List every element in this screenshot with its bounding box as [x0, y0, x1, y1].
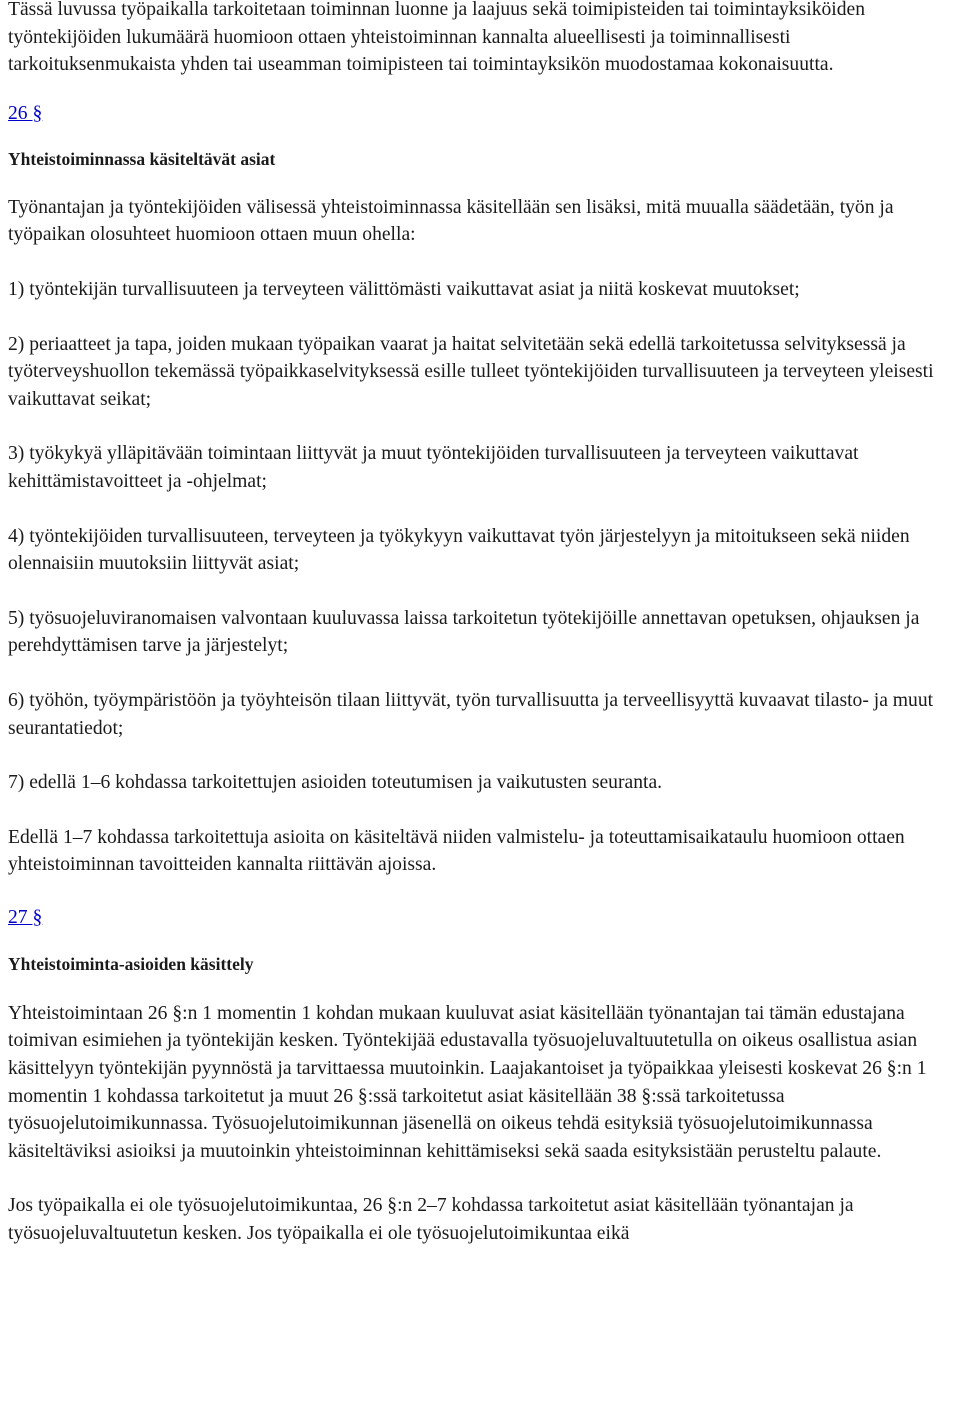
section-26-item-6: 6) työhön, työympäristöön ja työyhteisön tilaan liittyvät, työn turvallisuutta ja terveellisyyttä kuvaavat tilasto- ja muut seurantatiedot;	[8, 689, 934, 739]
section-26-item-2: 2) periaatteet ja tapa, joiden mukaan työpaikan vaarat ja haitat selvitetään sekä edellä tarkoitetussa selvityksessä ja työterveyshuollon tekemässä työpaikkaselvityksessä esille tulleet työntekijöiden turvallisuuteen ja terveyteen yleisesti vaikuttavat seikat;	[8, 333, 934, 410]
section-26-item-5: 5) työsuojeluviranomaisen valvontaan kuuluvassa laissa tarkoitetun työtekijöille annettavan opetuksen, ohjauksen ja perehdyttämisen tarve ja järjestelyt;	[8, 607, 920, 657]
section-26-closing-paragraph: Edellä 1–7 kohdassa tarkoitettuja asioita on käsiteltävä niiden valmistelu- ja toteuttamisaikataulu huomioon ottaen yhteistoiminnan tavoitteiden kannalta riittävän ajoissa.	[8, 826, 905, 876]
section-27-link[interactable]: 27 §	[8, 906, 43, 928]
section-26-heading: Yhteistoiminnassa käsiteltävät asiat	[8, 148, 276, 169]
section-26-item-1: 1) työntekijän turvallisuuteen ja terveyteen välittömästi vaikuttavat asiat ja niitä koskevat muutokset;	[8, 278, 800, 300]
intro-paragraph: Tässä luvussa työpaikalla tarkoitetaan toiminnan luonne ja laajuus sekä toimipisteiden tai toimintayksiköiden työntekijöiden lukumäärä huomioon ottaen yhteistoiminnan kannalta alueellisesti ja toiminnallisesti tarkoituksenmukaista yhden tai useamman toimipisteen tai toimintayksikön muodostamaa kokonaisuutta.	[8, 0, 866, 76]
section-26-lead-paragraph: Työnantajan ja työntekijöiden välisessä yhteistoiminnassa käsitellään sen lisäksi, mitä muualla säädetään, työn ja työpaikan olosuhteet huomioon ottaen muun ohella:	[8, 196, 894, 246]
section-26-item-4: 4) työntekijöiden turvallisuuteen, terveyteen ja työkykyyn vaikuttavat työn järjestelyyn ja mitoitukseen sekä niiden olennaisiin muutoksiin liittyvät asiat;	[8, 525, 910, 575]
section-26-item-3: 3) työkykyä ylläpitävään toimintaan liittyvät ja muut työntekijöiden turvallisuuteen ja terveyteen vaikuttavat kehittämistavoitteet ja -ohjelmat;	[8, 443, 859, 492]
section-27-paragraph-2: Jos työpaikalla ei ole työsuojelutoimikuntaa, 26 §:n 2–7 kohdassa tarkoitetut asiat käsitellään työnantajan ja työsuojeluvaltuutetun kesken. Jos työpaikalla ei ole työsuojelutoimikuntaa eikä	[8, 1195, 854, 1245]
section-26-link[interactable]: 26 §	[8, 102, 43, 124]
section-26-item-7: 7) edellä 1–6 kohdassa tarkoitettujen asioiden toteutumisen ja vaikutusten seuranta.	[8, 772, 663, 794]
section-27-heading: Yhteistoiminta-asioiden käsittely	[8, 953, 254, 974]
section-27-paragraph-1: Yhteistoimintaan 26 §:n 1 momentin 1 kohdan mukaan kuuluvat asiat käsitellään työnantajan tai tämän edustajana toimivan esimiehen ja työntekijän kesken. Työntekijää edustavalla työsuojeluvaltuutetulla on oikeus osallistua asian käsittelyyn työntekijän pyynnöstä ja tarvittaessa muutoinkin. Laajakantoiset ja työpaikkaa yleisesti koskevat 26 §:n 1 momentin 1 kohdassa tarkoitetut ja muut 26 §:ssä tarkoitetut asiat käsitellään 38 §:ssä tarkoitetussa työsuojelutoimikunnassa. Työsuojelutoimikunnan jäsenellä on oikeus tehdä esityksiä työsuojelutoimikunnassa käsiteltäviksi asioiksi ja muutoinkin yhteistoiminnan kehittämiseksi sekä saada esityksistään perusteltu palaute.	[8, 1002, 927, 1162]
